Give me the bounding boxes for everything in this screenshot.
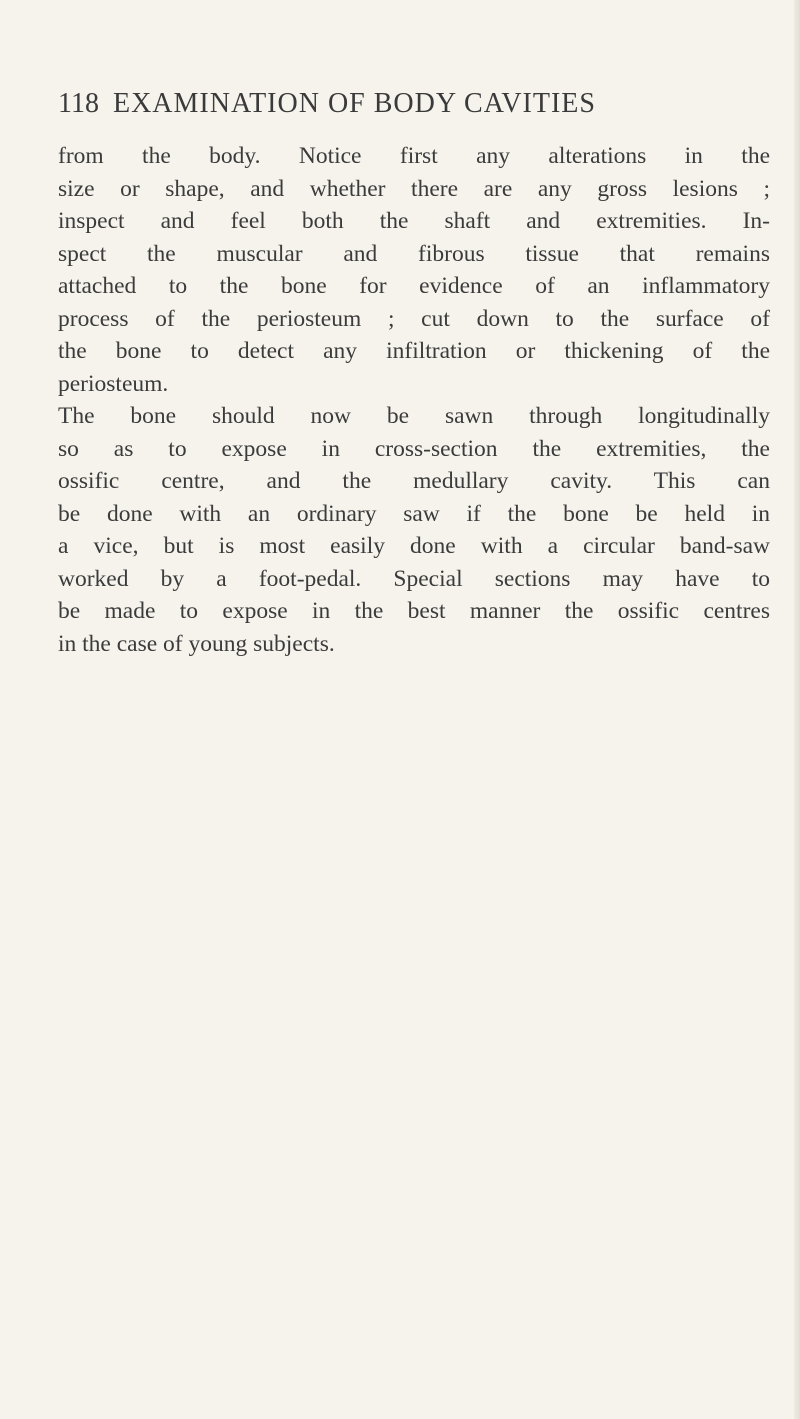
- text-line: a vice, but is most easily done with a circular band-saw: [58, 533, 770, 559]
- page-edge: [794, 0, 800, 1419]
- text-line: so as to expose in cross-section the extremities, the: [58, 435, 770, 462]
- running-title: EXAMINATION OF BODY CAVITIES: [112, 88, 596, 119]
- text-line: spect the muscular and fibrous tissue that remains: [58, 240, 770, 267]
- text-line: worked by a foot-pedal. Special sections may have to: [58, 565, 770, 592]
- text-line: process of the periosteum ; cut down to the surface of: [58, 305, 770, 332]
- text-line: attached to the bone for evidence of an inflammatory: [58, 273, 770, 299]
- page-header: [58, 88, 758, 120]
- text-line: be done with an ordinary saw if the bone be held in: [58, 500, 770, 527]
- text-line: the bone to detect any infiltration or thickening of the: [58, 338, 770, 364]
- page-number: 118: [58, 88, 99, 119]
- text-line: be made to expose in the best manner the ossific centres: [58, 598, 770, 624]
- text-line: periosteum.: [58, 370, 169, 397]
- text-line: in the case of young subjects.: [58, 630, 335, 657]
- text-line: from the body. Notice first any alterations in the: [58, 143, 770, 169]
- text-line: size or shape, and whether there are any gross lesions ;: [58, 175, 770, 202]
- text-line: ossific centre, and the medullary cavity. This can: [58, 468, 770, 494]
- text-line: The bone should now be sawn through longitudinally: [58, 403, 770, 429]
- text-line: inspect and feel both the shaft and extremities. In-: [58, 208, 770, 234]
- body-text: [58, 140, 770, 660]
